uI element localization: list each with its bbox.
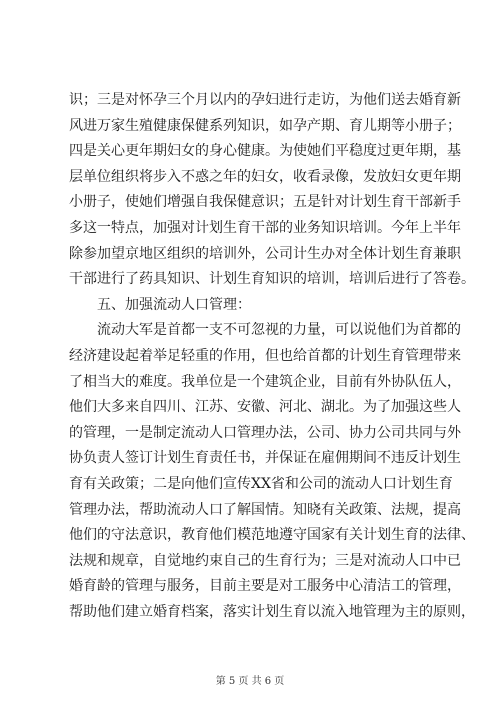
text-line: 帮助他们建立婚育档案，落实计划生育以流入地管理为主的原则， <box>69 603 475 620</box>
text-line: 他们的守法意识，教育他们模范地遵守国家有关计划生育的法律、 <box>69 527 475 544</box>
text-line: 流动大军是首都一支不可忽视的力量，可以说他们为首都的 <box>97 322 461 339</box>
page-number-footer: 第 5 页 共 6 页 <box>215 676 285 687</box>
text-line: 育有关政策；二是向他们宣传XX省和公司的流动人口计划生育 <box>69 475 453 492</box>
text-line: 经济建设起着举足轻重的作用，但也给首都的计划生育管理带来 <box>69 347 461 364</box>
text-line: 的管理，一是制定流动人口管理办法，公司、协力公司共同与外 <box>69 424 461 441</box>
text-line: 多这一特点，加强对计划生育干部的业务知识培训。今年上半年 <box>69 219 461 236</box>
text-line: 他们大多来自四川、江苏、安徽、河北、湖北。为了加强这些人 <box>69 399 461 416</box>
text-line: 层单位组织将步入不惑之年的妇女，收看录像，发放妇女更年期 <box>69 168 461 185</box>
text-line: 五、加强流动人口管理： <box>97 296 251 313</box>
text-line: 管理办法，帮助流动人口了解国情。知晓有关政策、法规，提高 <box>69 501 461 518</box>
text-line: 法规和规章，自觉地约束自己的生育行为；三是对流动人口中已 <box>69 552 461 569</box>
text-line: 风进万家生殖健康保健系列知识，如孕产期、育儿期等小册子； <box>69 117 461 134</box>
text-line: 干部进行了药具知识、计划生育知识的培训，培训后进行了答卷。 <box>69 271 475 288</box>
text-line: 小册子，使她们增强自我保健意识；五是针对计划生育干部新手 <box>69 194 461 211</box>
text-line: 除参加望京地区组织的培训外，公司计生办对全体计划生育兼职 <box>69 245 461 262</box>
text-line: 识；三是对怀孕三个月以内的孕妇进行走访，为他们送去婚育新 <box>69 92 461 108</box>
document-body <box>69 88 475 625</box>
text-line: 四是关心更年期妇女的身心健康。为使她们平稳度过更年期，基 <box>69 143 461 160</box>
text-line: 了相当大的难度。我单位是一个建筑企业，目前有外协队伍人， <box>69 373 461 390</box>
text-line: 协负责人签订计划生育责任书，并保证在雇佣期间不违反计划生 <box>69 450 461 467</box>
text-line: 婚育龄的管理与服务，目前主要是对工服务中心清洁工的管理， <box>69 578 461 595</box>
